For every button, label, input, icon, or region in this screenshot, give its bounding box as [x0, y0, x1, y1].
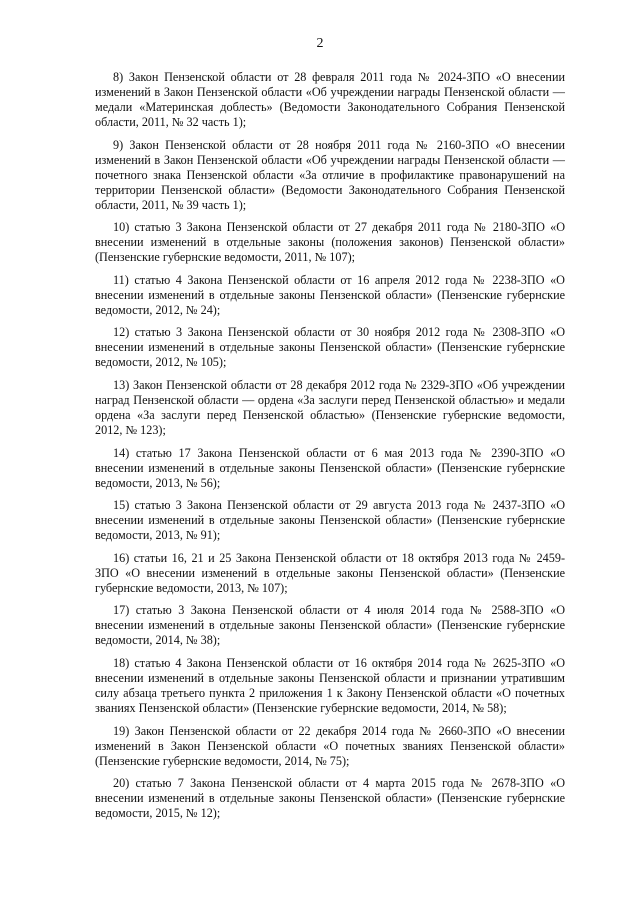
list-item: 9) Закон Пензенской области от 28 ноября 2011 года № 2160-ЗПО «О внесении изменений в Закон Пензенской области «Об учреждении награды Пензенской области — почетного знака Пензенской области «За отличие в профилактике правонарушений на территории Пензенской области» (Ведомости Законодательного Собрания Пензенской области, 2011, № 39 часть 1);: [95, 137, 565, 212]
list-item: 20) статью 7 Закона Пензенской области от 4 марта 2015 года № 2678-ЗПО «О внесении изменений в отдельные законы Пензенской области» (Пензенские губернские ведомости, 2015, № 12);: [95, 776, 565, 821]
list-item: 12) статью 3 Закона Пензенской области от 30 ноября 2012 года № 2308-ЗПО «О внесении изменений в отдельные законы Пензенской области» (Пензенские губернские ведомости, 2012, № 105);: [95, 325, 565, 370]
list-item: 17) статью 3 Закона Пензенской области от 4 июля 2014 года № 2588-ЗПО «О внесении изменений в отдельные законы Пензенской области» (Пензенские губернские ведомости, 2014, № 38);: [95, 603, 565, 648]
page-number: 2: [316, 36, 324, 51]
list-item: 11) статью 4 Закона Пензенской области от 16 апреля 2012 года № 2238-ЗПО «О внесении изменений в отдельные законы Пензенской области» (Пензенские губернские ведомости, 2012, № 24);: [95, 272, 565, 317]
list-item: 16) статьи 16, 21 и 25 Закона Пензенской области от 18 октября 2013 года № 2459-ЗПО «О внесении изменений в отдельные законы Пензенской области» (Пензенские губернские ведомости, 2013, № 107);: [95, 550, 565, 595]
list-item: 10) статью 3 Закона Пензенской области от 27 декабря 2011 года № 2180-ЗПО «О внесении изменений в отдельные законы (положения законов) Пензенской области» (Пензенские губернские ведомости, 2011, № 107);: [95, 220, 565, 265]
list-item: 8) Закон Пензенской области от 28 февраля 2011 года № 2024-ЗПО «О внесении изменений в Закон Пензенской области «Об учреждении награды Пензенской области — медали «Материнская доблесть» (Ведомости Законодательного Собрания Пензенской области, 2011, № 32 часть 1);: [95, 70, 565, 129]
list-item: 18) статью 4 Закона Пензенской области от 16 октября 2014 года № 2625-ЗПО «О внесении изменений в отдельные законы Пензенской области и признании утратившим силу абзаца третьего пункта 2 приложения 1 к Закону Пензенской области «О почетных званиях Пензенской области» (Пензенские губернские ведомости, 2014, № 58);: [95, 655, 565, 715]
list-item: 14) статью 17 Закона Пензенской области от 6 мая 2013 года № 2390-ЗПО «О внесении изменений в отдельные законы Пензенской области» (Пензенские губернские ведомости, 2013, № 56);: [95, 445, 565, 490]
list-item: 15) статью 3 Закона Пензенской области от 29 августа 2013 года № 2437-ЗПО «О внесении изменений в отдельные законы Пензенской области» (Пензенские губернские ведомости, 2013, № 91);: [95, 498, 565, 543]
list-item: 13) Закон Пензенской области от 28 декабря 2012 года № 2329-ЗПО «Об учреждении наград Пензенской области — ордена «За заслуги перед Пензенской областью» и медали ордена «За заслуги перед Пензенской областью» (Пензенские губернские ведомости, 2012, № 123);: [95, 377, 565, 437]
law-list: [95, 70, 565, 829]
list-item: 19) Закон Пензенской области от 22 декабря 2014 года № 2660-ЗПО «О внесении изменений в Закон Пензенской области «О почетных званиях Пензенской области» (Пензенские губернские ведомости, 2014, № 75);: [95, 723, 565, 768]
